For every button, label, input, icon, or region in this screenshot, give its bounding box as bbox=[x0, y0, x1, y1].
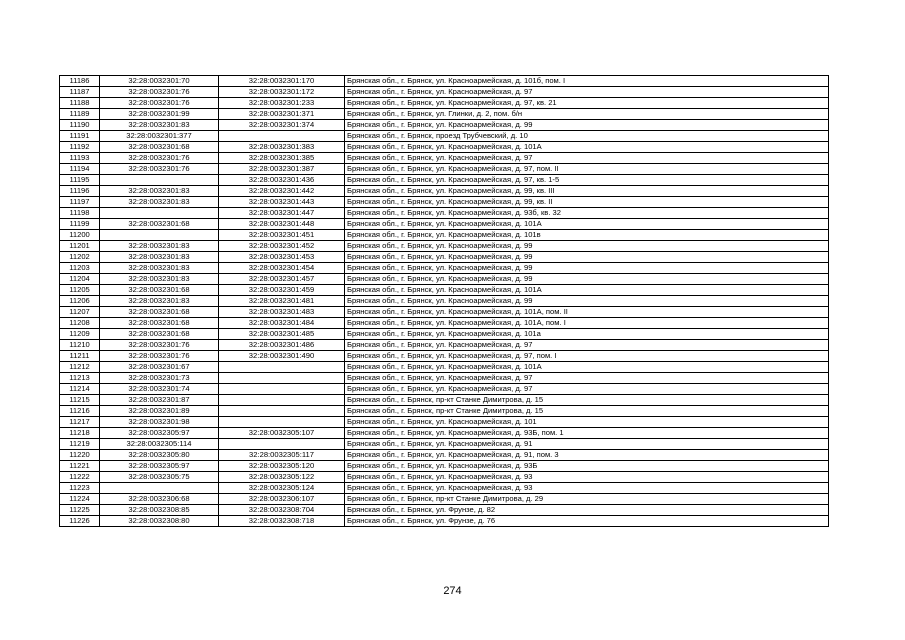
object-number-cell: 32:28:0032301:457 bbox=[219, 274, 345, 285]
parcel-number-cell: 32:28:0032301:68 bbox=[100, 329, 219, 340]
object-number-cell: 32:28:0032301:481 bbox=[219, 296, 345, 307]
table-row bbox=[60, 296, 829, 307]
address-cell: Брянская обл., г. Брянск, ул. Красноармейская, д. 99 bbox=[345, 241, 829, 252]
parcel-number-cell: 32:28:0032301:83 bbox=[100, 296, 219, 307]
row-number-cell: 11202 bbox=[60, 252, 100, 263]
table-row bbox=[60, 505, 829, 516]
table-row bbox=[60, 131, 829, 142]
address-cell: Брянская обл., г. Брянск, ул. Красноармейская, д. 99 bbox=[345, 120, 829, 131]
row-number-cell: 11205 bbox=[60, 285, 100, 296]
parcel-number-cell: 32:28:0032308:80 bbox=[100, 516, 219, 527]
object-number-cell: 32:28:0032301:371 bbox=[219, 109, 345, 120]
address-cell: Брянская обл., г. Брянск, ул. Красноармейская, д. 101А bbox=[345, 362, 829, 373]
table-row bbox=[60, 230, 829, 241]
parcel-number-cell: 32:28:0032301:67 bbox=[100, 362, 219, 373]
parcel-number-cell: 32:28:0032301:76 bbox=[100, 164, 219, 175]
object-number-cell: 32:28:0032301:387 bbox=[219, 164, 345, 175]
address-cell: Брянская обл., г. Брянск, ул. Красноармейская, д. 99, кв. II bbox=[345, 197, 829, 208]
address-cell: Брянская обл., г. Брянск, ул. Красноармейская, д. 99, кв. III bbox=[345, 186, 829, 197]
address-cell: Брянская обл., г. Брянск, ул. Красноармейская, д. 101А, пом. II bbox=[345, 307, 829, 318]
address-cell: Брянская обл., г. Брянск, ул. Красноармейская, д. 97, пом. I bbox=[345, 351, 829, 362]
parcel-number-cell: 32:28:0032301:68 bbox=[100, 219, 219, 230]
parcel-number-cell: 32:28:0032301:83 bbox=[100, 186, 219, 197]
object-number-cell: 32:28:0032301:374 bbox=[219, 120, 345, 131]
parcel-number-cell: 32:28:0032301:76 bbox=[100, 98, 219, 109]
object-number-cell: 32:28:0032301:454 bbox=[219, 263, 345, 274]
object-number-cell: 32:28:0032301:442 bbox=[219, 186, 345, 197]
parcel-number-cell: 32:28:0032306:68 bbox=[100, 494, 219, 505]
row-number-cell: 11218 bbox=[60, 428, 100, 439]
parcel-number-cell: 32:28:0032305:75 bbox=[100, 472, 219, 483]
address-cell: Брянская обл., г. Брянск, ул. Красноармейская, д. 101А, пом. I bbox=[345, 318, 829, 329]
object-number-cell: 32:28:0032301:170 bbox=[219, 76, 345, 87]
address-cell: Брянская обл., г. Брянск, ул. Красноармейская, д. 97 bbox=[345, 340, 829, 351]
address-cell: Брянская обл., г. Брянск, ул. Красноармейская, д. 93б, кв. 32 bbox=[345, 208, 829, 219]
object-number-cell: 32:28:0032301:383 bbox=[219, 142, 345, 153]
address-cell: Брянская обл., г. Брянск, ул. Красноармейская, д. 97 bbox=[345, 87, 829, 98]
table-row bbox=[60, 263, 829, 274]
address-cell: Брянская обл., г. Брянск, ул. Красноармейская, д. 101А bbox=[345, 285, 829, 296]
table-row bbox=[60, 153, 829, 164]
table-row bbox=[60, 274, 829, 285]
parcel-number-cell: 32:28:0032301:83 bbox=[100, 241, 219, 252]
object-number-cell: 32:28:0032305:120 bbox=[219, 461, 345, 472]
table-row bbox=[60, 164, 829, 175]
parcel-number-cell: 32:28:0032301:377 bbox=[100, 131, 219, 142]
address-cell: Брянская обл., г. Брянск, ул. Красноармейская, д. 97, кв. 1-5 bbox=[345, 175, 829, 186]
address-cell: Брянская обл., г. Брянск, ул. Красноармейская, д. 101в bbox=[345, 230, 829, 241]
parcel-number-cell: 32:28:0032301:68 bbox=[100, 318, 219, 329]
table-row bbox=[60, 384, 829, 395]
register-table bbox=[59, 75, 829, 527]
object-number-cell: 32:28:0032301:452 bbox=[219, 241, 345, 252]
object-number-cell: 32:28:0032301:443 bbox=[219, 197, 345, 208]
object-number-cell bbox=[219, 362, 345, 373]
row-number-cell: 11226 bbox=[60, 516, 100, 527]
parcel-number-cell: 32:28:0032301:83 bbox=[100, 274, 219, 285]
register-table-body bbox=[60, 76, 829, 527]
object-number-cell: 32:28:0032301:483 bbox=[219, 307, 345, 318]
object-number-cell: 32:28:0032306:107 bbox=[219, 494, 345, 505]
parcel-number-cell: 32:28:0032301:98 bbox=[100, 417, 219, 428]
table-row bbox=[60, 76, 829, 87]
row-number-cell: 11224 bbox=[60, 494, 100, 505]
table-row bbox=[60, 329, 829, 340]
parcel-number-cell: 32:28:0032301:74 bbox=[100, 384, 219, 395]
parcel-number-cell: 32:28:0032301:70 bbox=[100, 76, 219, 87]
row-number-cell: 11213 bbox=[60, 373, 100, 384]
row-number-cell: 11208 bbox=[60, 318, 100, 329]
object-number-cell: 32:28:0032301:459 bbox=[219, 285, 345, 296]
address-cell: Брянская обл., г. Брянск, ул. Красноармейская, д. 99 bbox=[345, 274, 829, 285]
parcel-number-cell: 32:28:0032301:68 bbox=[100, 307, 219, 318]
object-number-cell: 32:28:0032301:233 bbox=[219, 98, 345, 109]
address-cell: Брянская обл., г. Брянск, ул. Красноармейская, д. 101А bbox=[345, 219, 829, 230]
object-number-cell: 32:28:0032308:718 bbox=[219, 516, 345, 527]
table-row bbox=[60, 516, 829, 527]
row-number-cell: 11221 bbox=[60, 461, 100, 472]
table-row bbox=[60, 472, 829, 483]
object-number-cell bbox=[219, 406, 345, 417]
parcel-number-cell: 32:28:0032305:97 bbox=[100, 428, 219, 439]
parcel-number-cell: 32:28:0032301:87 bbox=[100, 395, 219, 406]
parcel-number-cell: 32:28:0032301:83 bbox=[100, 252, 219, 263]
row-number-cell: 11216 bbox=[60, 406, 100, 417]
row-number-cell: 11214 bbox=[60, 384, 100, 395]
table-row bbox=[60, 439, 829, 450]
address-cell: Брянская обл., г. Брянск, ул. Красноармейская, д. 97, пом. II bbox=[345, 164, 829, 175]
object-number-cell: 32:28:0032301:448 bbox=[219, 219, 345, 230]
object-number-cell: 32:28:0032305:117 bbox=[219, 450, 345, 461]
object-number-cell bbox=[219, 395, 345, 406]
parcel-number-cell: 32:28:0032305:97 bbox=[100, 461, 219, 472]
table-row bbox=[60, 318, 829, 329]
address-cell: Брянская обл., г. Брянск, ул. Красноармейская, д. 93Б, пом. 1 bbox=[345, 428, 829, 439]
address-cell: Брянская обл., г. Брянск, ул. Фрунзе, д. 76 bbox=[345, 516, 829, 527]
parcel-number-cell: 32:28:0032301:83 bbox=[100, 197, 219, 208]
row-number-cell: 11209 bbox=[60, 329, 100, 340]
table-row bbox=[60, 461, 829, 472]
table-row bbox=[60, 494, 829, 505]
table-row bbox=[60, 98, 829, 109]
table-row bbox=[60, 109, 829, 120]
row-number-cell: 11201 bbox=[60, 241, 100, 252]
row-number-cell: 11220 bbox=[60, 450, 100, 461]
parcel-number-cell: 32:28:0032301:83 bbox=[100, 263, 219, 274]
table-row bbox=[60, 395, 829, 406]
row-number-cell: 11195 bbox=[60, 175, 100, 186]
row-number-cell: 11204 bbox=[60, 274, 100, 285]
parcel-number-cell: 32:28:0032301:76 bbox=[100, 153, 219, 164]
object-number-cell: 32:28:0032301:453 bbox=[219, 252, 345, 263]
table-row bbox=[60, 252, 829, 263]
table-row bbox=[60, 186, 829, 197]
row-number-cell: 11225 bbox=[60, 505, 100, 516]
object-number-cell: 32:28:0032301:490 bbox=[219, 351, 345, 362]
object-number-cell: 32:28:0032301:486 bbox=[219, 340, 345, 351]
address-cell: Брянская обл., г. Брянск, ул. Красноармейская, д. 99 bbox=[345, 263, 829, 274]
address-cell: Брянская обл., г. Брянск, ул. Красноармейская, д. 91, пом. 3 bbox=[345, 450, 829, 461]
parcel-number-cell: 32:28:0032301:99 bbox=[100, 109, 219, 120]
address-cell: Брянская обл., г. Брянск, ул. Красноармейская, д. 93Б bbox=[345, 461, 829, 472]
row-number-cell: 11194 bbox=[60, 164, 100, 175]
table-row bbox=[60, 197, 829, 208]
address-cell: Брянская обл., г. Брянск, ул. Красноармейская, д. 97 bbox=[345, 373, 829, 384]
address-cell: Брянская обл., г. Брянск, ул. Фрунзе, д. 82 bbox=[345, 505, 829, 516]
object-number-cell bbox=[219, 373, 345, 384]
address-cell: Брянская обл., г. Брянск, ул. Красноармейская, д. 93 bbox=[345, 472, 829, 483]
row-number-cell: 11189 bbox=[60, 109, 100, 120]
parcel-number-cell: 32:28:0032305:80 bbox=[100, 450, 219, 461]
row-number-cell: 11211 bbox=[60, 351, 100, 362]
row-number-cell: 11193 bbox=[60, 153, 100, 164]
row-number-cell: 11206 bbox=[60, 296, 100, 307]
row-number-cell: 11212 bbox=[60, 362, 100, 373]
address-cell: Брянская обл., г. Брянск, ул. Красноармейская, д. 101 bbox=[345, 417, 829, 428]
address-cell: Брянская обл., г. Брянск, ул. Красноармейская, д. 97 bbox=[345, 153, 829, 164]
row-number-cell: 11222 bbox=[60, 472, 100, 483]
row-number-cell: 11217 bbox=[60, 417, 100, 428]
object-number-cell: 32:28:0032301:385 bbox=[219, 153, 345, 164]
row-number-cell: 11191 bbox=[60, 131, 100, 142]
row-number-cell: 11215 bbox=[60, 395, 100, 406]
object-number-cell: 32:28:0032301:436 bbox=[219, 175, 345, 186]
address-cell: Брянская обл., г. Брянск, ул. Красноармейская, д. 101б, пом. I bbox=[345, 76, 829, 87]
address-cell: Брянская обл., г. Брянск, пр-кт Станке Димитрова, д. 15 bbox=[345, 395, 829, 406]
row-number-cell: 11187 bbox=[60, 87, 100, 98]
row-number-cell: 11186 bbox=[60, 76, 100, 87]
row-number-cell: 11188 bbox=[60, 98, 100, 109]
parcel-number-cell: 32:28:0032301:68 bbox=[100, 142, 219, 153]
table-row bbox=[60, 175, 829, 186]
parcel-number-cell: 32:28:0032301:83 bbox=[100, 120, 219, 131]
table-row bbox=[60, 285, 829, 296]
row-number-cell: 11192 bbox=[60, 142, 100, 153]
object-number-cell: 32:28:0032301:484 bbox=[219, 318, 345, 329]
table-row bbox=[60, 417, 829, 428]
row-number-cell: 11200 bbox=[60, 230, 100, 241]
table-row bbox=[60, 219, 829, 230]
row-number-cell: 11199 bbox=[60, 219, 100, 230]
object-number-cell: 32:28:0032301:172 bbox=[219, 87, 345, 98]
table-row bbox=[60, 87, 829, 98]
address-cell: Брянская обл., г. Брянск, пр-кт Станке Димитрова, д. 29 bbox=[345, 494, 829, 505]
object-number-cell: 32:28:0032305:107 bbox=[219, 428, 345, 439]
table-row bbox=[60, 340, 829, 351]
table-row bbox=[60, 208, 829, 219]
parcel-number-cell: 32:28:0032308:85 bbox=[100, 505, 219, 516]
object-number-cell: 32:28:0032305:122 bbox=[219, 472, 345, 483]
address-cell: Брянская обл., г. Брянск, ул. Красноармейская, д. 91 bbox=[345, 439, 829, 450]
address-cell: Брянская обл., г. Брянск, ул. Красноармейская, д. 101а bbox=[345, 329, 829, 340]
object-number-cell: 32:28:0032301:447 bbox=[219, 208, 345, 219]
row-number-cell: 11196 bbox=[60, 186, 100, 197]
object-number-cell bbox=[219, 384, 345, 395]
address-cell: Брянская обл., г. Брянск, ул. Красноармейская, д. 99 bbox=[345, 252, 829, 263]
table-row bbox=[60, 362, 829, 373]
object-number-cell: 32:28:0032308:704 bbox=[219, 505, 345, 516]
parcel-number-cell bbox=[100, 208, 219, 219]
table-row bbox=[60, 351, 829, 362]
row-number-cell: 11210 bbox=[60, 340, 100, 351]
parcel-number-cell: 32:28:0032301:73 bbox=[100, 373, 219, 384]
object-number-cell bbox=[219, 131, 345, 142]
address-cell: Брянская обл., г. Брянск, ул. Красноармейская, д. 101А bbox=[345, 142, 829, 153]
address-cell: Брянская обл., г. Брянск, ул. Красноармейская, д. 93 bbox=[345, 483, 829, 494]
object-number-cell: 32:28:0032301:451 bbox=[219, 230, 345, 241]
address-cell: Брянская обл., г. Брянск, ул. Красноармейская, д. 97 bbox=[345, 384, 829, 395]
parcel-number-cell bbox=[100, 483, 219, 494]
address-cell: Брянская обл., г. Брянск, проезд Трубчевский, д. 10 bbox=[345, 131, 829, 142]
row-number-cell: 11197 bbox=[60, 197, 100, 208]
parcel-number-cell: 32:28:0032301:68 bbox=[100, 285, 219, 296]
address-cell: Брянская обл., г. Брянск, пр-кт Станке Димитрова, д. 15 bbox=[345, 406, 829, 417]
parcel-number-cell bbox=[100, 230, 219, 241]
table-row bbox=[60, 142, 829, 153]
row-number-cell: 11203 bbox=[60, 263, 100, 274]
table-row bbox=[60, 406, 829, 417]
table-row bbox=[60, 307, 829, 318]
parcel-number-cell: 32:28:0032301:76 bbox=[100, 351, 219, 362]
object-number-cell: 32:28:0032305:124 bbox=[219, 483, 345, 494]
object-number-cell bbox=[219, 417, 345, 428]
parcel-number-cell: 32:28:0032305:114 bbox=[100, 439, 219, 450]
row-number-cell: 11198 bbox=[60, 208, 100, 219]
object-number-cell bbox=[219, 439, 345, 450]
table-row bbox=[60, 373, 829, 384]
address-cell: Брянская обл., г. Брянск, ул. Красноармейская, д. 97, кв. 21 bbox=[345, 98, 829, 109]
table-row bbox=[60, 120, 829, 131]
row-number-cell: 11207 bbox=[60, 307, 100, 318]
table-row bbox=[60, 483, 829, 494]
address-cell: Брянская обл., г. Брянск, ул. Красноармейская, д. 99 bbox=[345, 296, 829, 307]
object-number-cell: 32:28:0032301:485 bbox=[219, 329, 345, 340]
parcel-number-cell bbox=[100, 175, 219, 186]
parcel-number-cell: 32:28:0032301:76 bbox=[100, 87, 219, 98]
parcel-number-cell: 32:28:0032301:89 bbox=[100, 406, 219, 417]
row-number-cell: 11223 bbox=[60, 483, 100, 494]
address-cell: Брянская обл., г. Брянск, ул. Глинки, д. 2, пом. б/н bbox=[345, 109, 829, 120]
table-row bbox=[60, 241, 829, 252]
page-number: 274 bbox=[443, 585, 462, 597]
table-row bbox=[60, 450, 829, 461]
table-row bbox=[60, 428, 829, 439]
row-number-cell: 11190 bbox=[60, 120, 100, 131]
row-number-cell: 11219 bbox=[60, 439, 100, 450]
parcel-number-cell: 32:28:0032301:76 bbox=[100, 340, 219, 351]
